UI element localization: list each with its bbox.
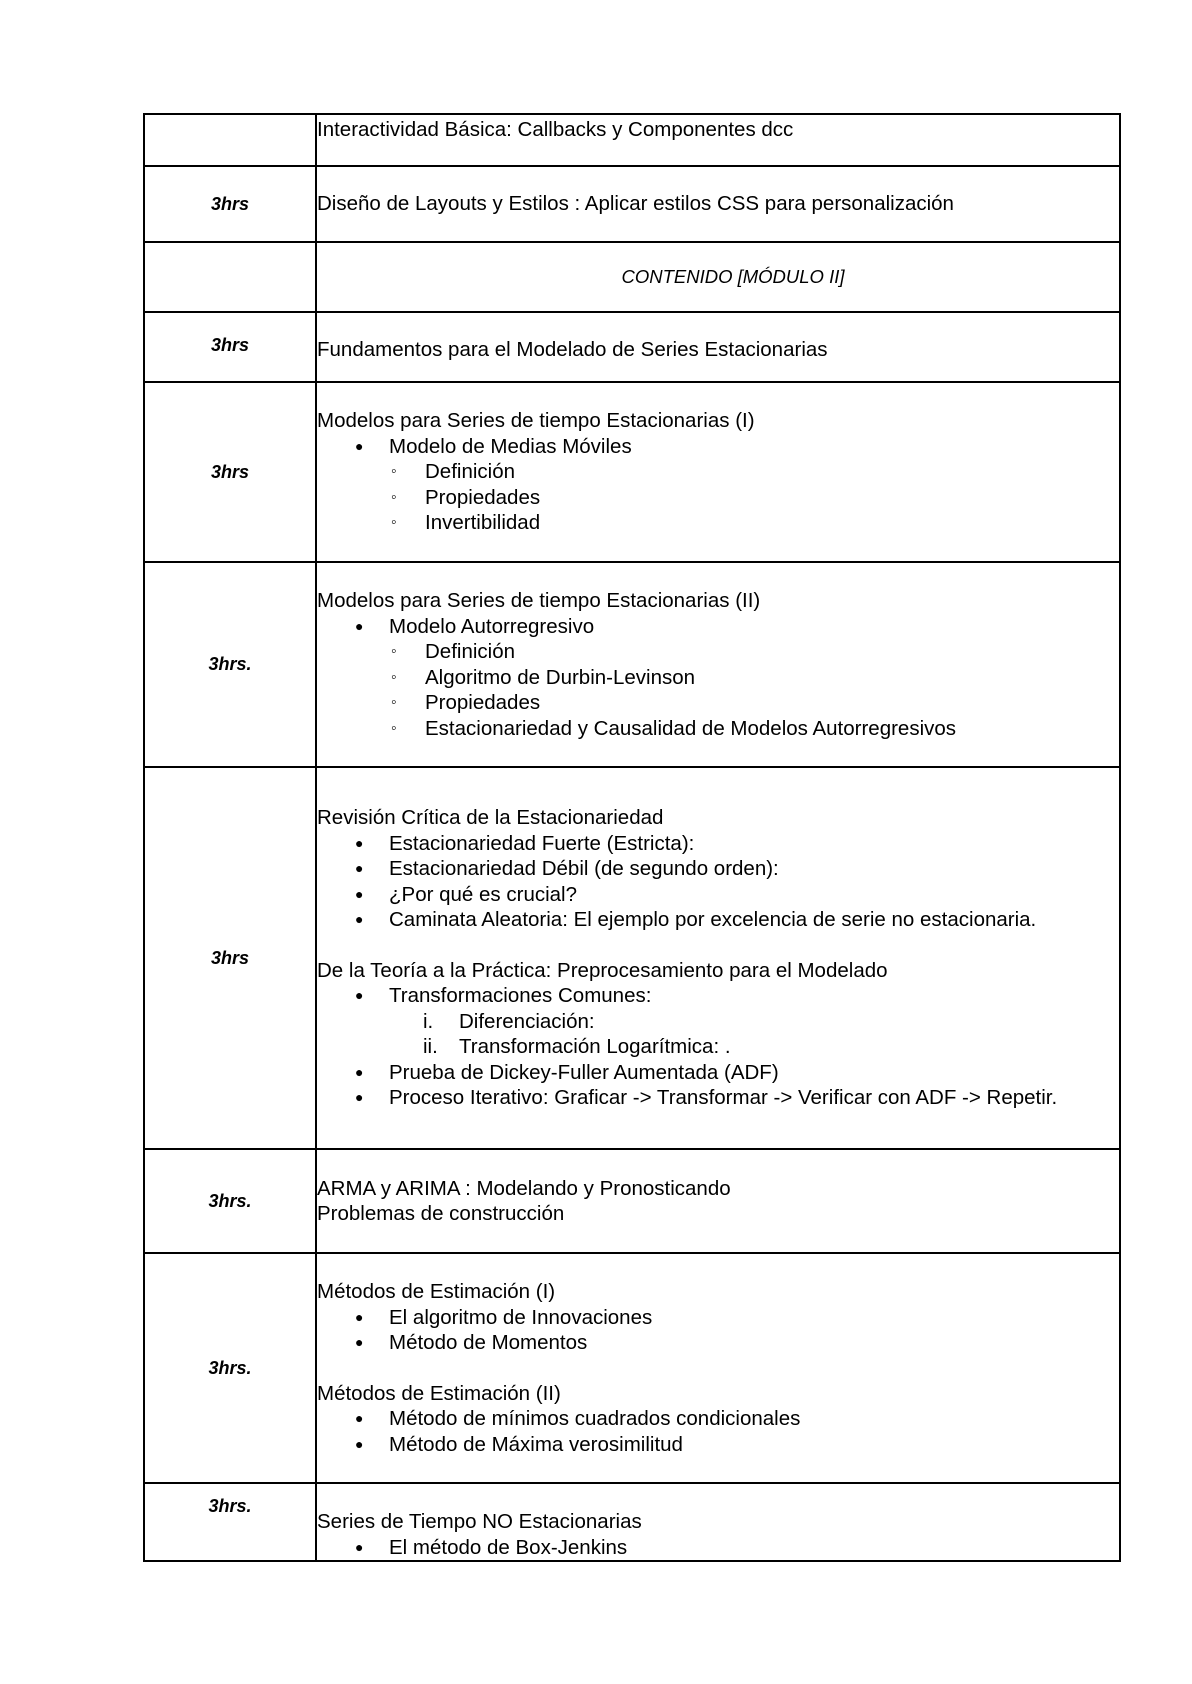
roman-numeral: ii.	[423, 1035, 438, 1059]
topic-title: Revisión Crítica de la Estacionariedad	[317, 806, 664, 830]
content-cell	[316, 382, 1120, 562]
hours-cell: 3hrs.	[144, 1149, 316, 1253]
roman-list-item	[423, 1034, 1119, 1060]
sub-list-item: ◦ Estacionariedad y Causalidad de Modelos Autorregresivos	[391, 716, 1119, 742]
list-item-text: Transformaciones Comunes:	[389, 984, 652, 1008]
bullet-list	[317, 831, 1119, 933]
topic-text: Diseño de Layouts y Estilos : Aplicar estilos CSS para personalización	[317, 192, 954, 216]
topic-title: Métodos de Estimación (II)	[317, 1381, 561, 1405]
list-item: ● El método de Box-Jenkins	[355, 1535, 1119, 1561]
topic-text: Problemas de construcción	[317, 1202, 565, 1225]
table-row	[144, 562, 1120, 767]
bullet-list	[317, 983, 1119, 1111]
table-row	[144, 312, 1120, 382]
table-row	[144, 767, 1120, 1149]
list-item	[355, 614, 1119, 742]
bullet-list	[317, 434, 1119, 536]
table-row	[144, 114, 1120, 166]
roman-list-item	[423, 1009, 1119, 1035]
sub-list	[389, 459, 1119, 536]
list-item: ● Proceso Iterativo: Graficar -> Transformar -> Verificar con ADF -> Repetir.	[355, 1085, 1119, 1111]
list-item	[355, 983, 1119, 1060]
sub-list-item: ◦ Definición	[391, 459, 1119, 485]
content-cell	[316, 312, 1120, 382]
hours-cell: 3hrs	[144, 382, 316, 562]
hours-cell	[144, 242, 316, 312]
hours-cell: 3hrs	[144, 166, 316, 242]
list-item: ● Estacionariedad Fuerte (Estricta):	[355, 831, 1119, 857]
content-cell	[316, 166, 1120, 242]
sub-list-item: ◦ Invertibilidad	[391, 510, 1119, 536]
list-item: ● El algoritmo de Innovaciones	[355, 1305, 1119, 1331]
table-row	[144, 166, 1120, 242]
hours-cell: 3hrs.	[144, 1483, 316, 1561]
topic-title: Series de Tiempo NO Estacionarias	[317, 1510, 642, 1533]
sub-list-item: ◦ Definición	[391, 639, 1119, 665]
bullet-list	[317, 1535, 1119, 1561]
sub-list	[389, 639, 1119, 741]
hours-cell: 3hrs.	[144, 562, 316, 767]
hours-cell: 3hrs	[144, 767, 316, 1149]
hours-cell: 3hrs	[144, 312, 316, 382]
bullet-list	[317, 614, 1119, 742]
content-cell	[316, 114, 1120, 166]
spacer	[317, 933, 1119, 958]
topic-title: Métodos de Estimación (I)	[317, 1280, 556, 1303]
list-item	[355, 434, 1119, 536]
spacer	[317, 1356, 1119, 1381]
content-cell	[316, 562, 1120, 767]
topic-text: Fundamentos para el Modelado de Series Estacionarias	[317, 338, 828, 362]
topic-text: Interactividad Básica: Callbacks y Componentes dcc	[317, 118, 794, 141]
topic-title: De la Teoría a la Práctica: Preprocesamiento para el Modelado	[317, 958, 888, 982]
list-item-text: Modelo de Medias Móviles	[389, 434, 632, 458]
table-row	[144, 242, 1120, 312]
syllabus-table	[143, 113, 1121, 1562]
list-item: ● Caminata Aleatoria: El ejemplo por excelencia de serie no estacionaria.	[355, 907, 1119, 933]
table-row	[144, 382, 1120, 562]
bullet-list	[317, 1406, 1119, 1457]
table-row	[144, 1253, 1120, 1483]
roman-numeral: i.	[423, 1009, 434, 1033]
topic-title: Modelos para Series de tiempo Estacionarias (I)	[317, 409, 755, 433]
topic-title: Modelos para Series de tiempo Estacionarias (II)	[317, 589, 761, 612]
content-cell	[316, 1149, 1120, 1253]
hours-cell: 3hrs.	[144, 1253, 316, 1483]
table-row	[144, 1149, 1120, 1253]
sub-list-item: ◦ Propiedades	[391, 485, 1119, 511]
topic-title: ARMA y ARIMA : Modelando y Pronosticando	[317, 1176, 731, 1200]
table-row	[144, 1483, 1120, 1561]
list-item: ● Estacionariedad Débil (de segundo orden):	[355, 856, 1119, 882]
content-cell	[316, 767, 1120, 1149]
module-title: CONTENIDO [MÓDULO II]	[621, 266, 845, 288]
sub-list-item: ◦ Propiedades	[391, 690, 1119, 716]
list-item: ● ¿Por qué es crucial?	[355, 882, 1119, 908]
content-cell	[316, 242, 1120, 312]
list-item: ● Método de Momentos	[355, 1330, 1119, 1356]
roman-item-text: Diferenciación:	[459, 1009, 595, 1033]
content-cell	[316, 1483, 1120, 1561]
roman-item-text: Transformación Logarítmica: .	[459, 1035, 731, 1059]
hours-cell	[144, 114, 316, 166]
list-item: ● Prueba de Dickey-Fuller Aumentada (ADF)	[355, 1060, 1119, 1086]
list-item: ● Método de mínimos cuadrados condicionales	[355, 1406, 1119, 1432]
sub-list-item: ◦ Algoritmo de Durbin-Levinson	[391, 665, 1119, 691]
bullet-list	[317, 1305, 1119, 1356]
roman-list	[389, 1009, 1119, 1060]
content-cell	[316, 1253, 1120, 1483]
list-item: ● Método de Máxima verosimilitud	[355, 1432, 1119, 1458]
list-item-text: Modelo Autorregresivo	[389, 614, 595, 638]
